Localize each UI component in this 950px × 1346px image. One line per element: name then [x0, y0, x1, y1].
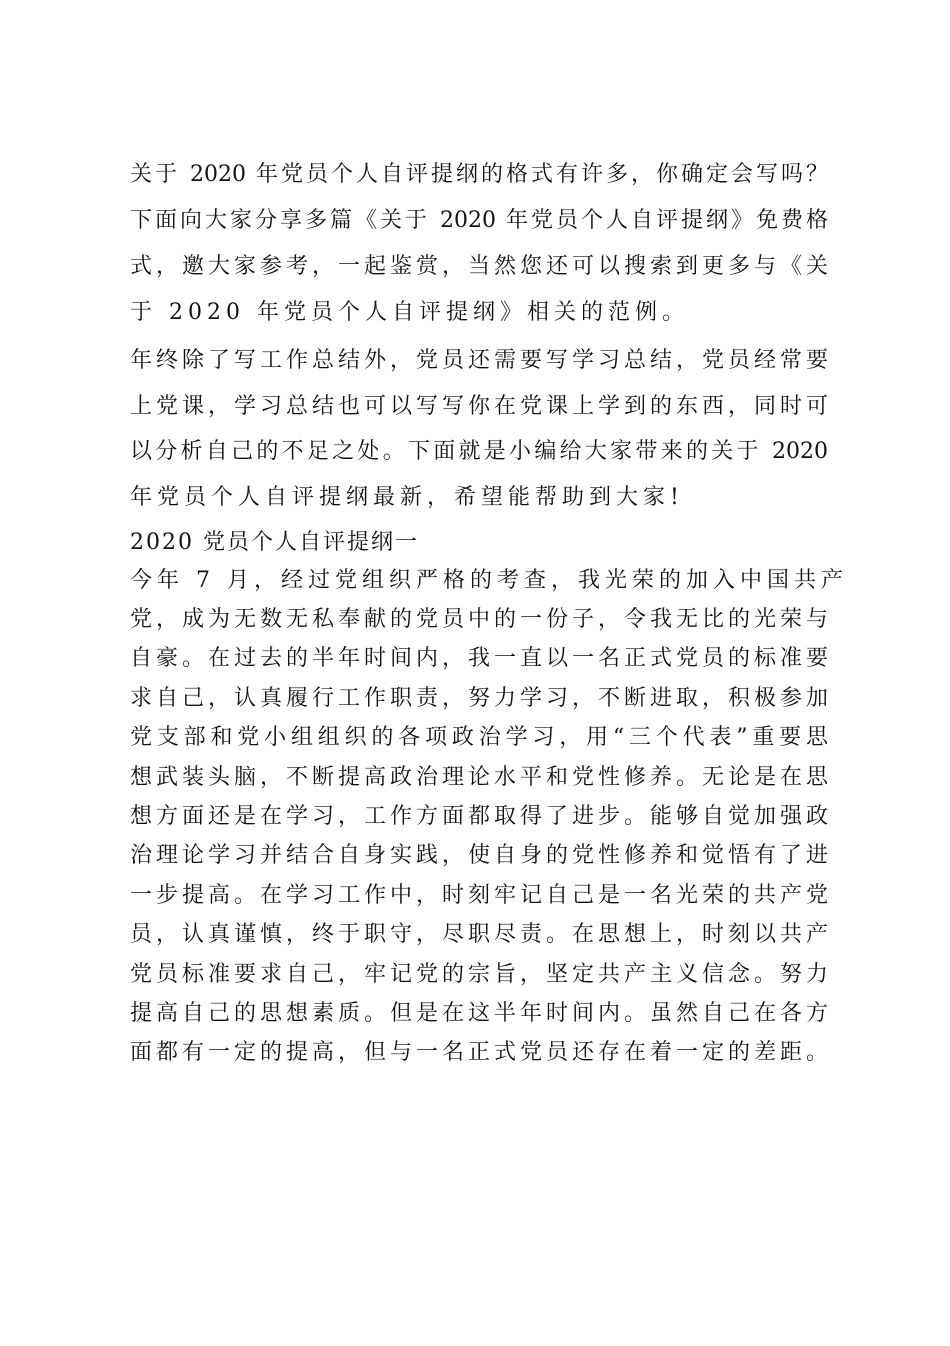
body-line: 面都有一定的提高，但与一名正式党员还存在着一定的差距。	[130, 1040, 828, 1065]
body-line: 想方面还是在学习，工作方面都取得了进步。能够自觉加强政	[130, 804, 828, 829]
intro-line: 关于 2020 年党员个人自评提纲的格式有许多，你确定会写吗？	[130, 162, 828, 187]
intro-line: 于 2020 年党员个人自评提纲》相关的范例。	[130, 300, 689, 325]
section-title: 2020 党员个人自评提纲一	[130, 530, 419, 555]
body-line: 治理论学习并结合自身实践，使自身的党性修养和觉悟有了进	[130, 843, 828, 868]
preface-line: 上党课，学习总结也可以写写你在党课上学到的东西，同时可	[130, 394, 828, 419]
body-line: 提高自己的思想素质。但是在这半年时间内。虽然自己在各方	[130, 1001, 828, 1026]
intro-line: 式，邀大家参考，一起鉴赏，当然您还可以搜索到更多与《关	[130, 254, 828, 279]
preface-line: 以分析自己的不足之处。下面就是小编给大家带来的关于 2020	[130, 439, 828, 464]
body-line: 求自己，认真履行工作职责，努力学习，不断进取，积极参加	[130, 686, 828, 711]
body-line: 今年 7 月，经过党组织严格的考查，我光荣的加入中国共产	[130, 568, 848, 593]
body-line: 党，成为无数无私奉献的党员中的一份子，令我无比的光荣与	[130, 607, 828, 632]
body-line: 自豪。在过去的半年时间内，我一直以一名正式党员的标准要	[130, 646, 828, 671]
body-line: 一步提高。在学习工作中，时刻牢记自己是一名光荣的共产党	[130, 883, 828, 908]
body-line: 党员标准要求自己，牢记党的宗旨，坚定共产主义信念。努力	[130, 962, 828, 987]
body-line: 员，认真谨慎，终于职守，尽职尽责。在思想上，时刻以共产	[130, 922, 828, 947]
body-line: 党支部和党小组组织的各项政治学习，用“三个代表”重要思	[130, 725, 828, 750]
intro-line: 下面向大家分享多篇《关于 2020 年党员个人自评提纲》免费格	[130, 208, 828, 233]
preface-line: 年终除了写工作总结外，党员还需要写学习总结，党员经常要	[130, 348, 828, 373]
body-line: 想武装头脑，不断提高政治理论水平和党性修养。无论是在思	[130, 765, 828, 790]
preface-line: 年党员个人自评提纲最新，希望能帮助到大家!	[130, 485, 684, 510]
